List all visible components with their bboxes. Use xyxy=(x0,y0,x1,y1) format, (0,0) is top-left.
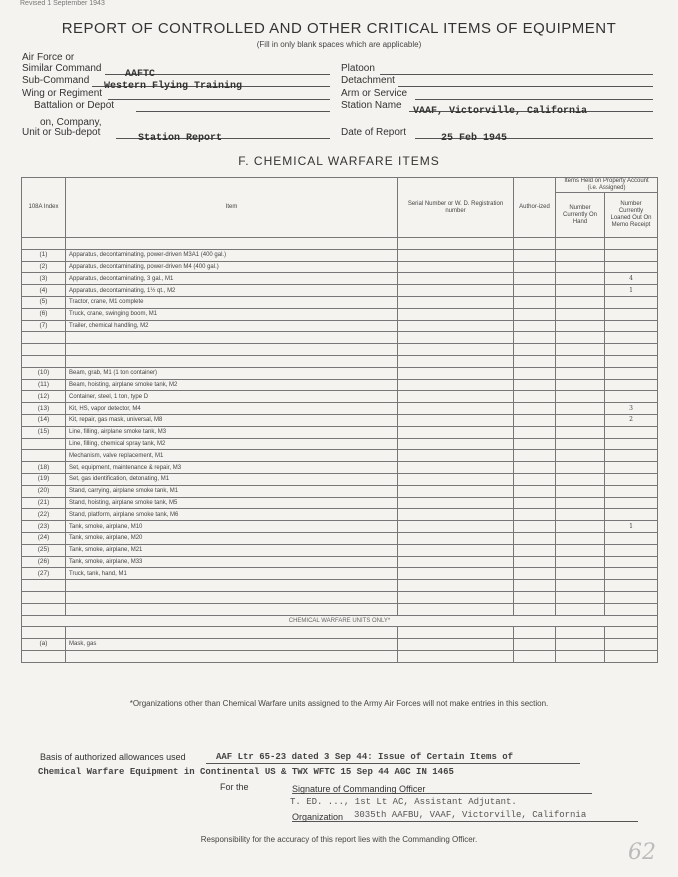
table-row xyxy=(22,320,658,332)
cell-item[interactable] xyxy=(66,332,398,344)
cell-item[interactable]: Tank, smoke, airplane, M21 xyxy=(66,544,398,556)
cell-onhand[interactable] xyxy=(556,485,605,497)
cell-serial[interactable] xyxy=(398,603,514,615)
cell-loaned[interactable] xyxy=(605,367,658,379)
cell-item[interactable]: Mask, gas xyxy=(66,639,398,651)
cell-onhand[interactable] xyxy=(556,285,605,297)
cell-idx[interactable]: (6) xyxy=(22,308,66,320)
cell-idx[interactable]: (18) xyxy=(22,462,66,474)
table-row xyxy=(22,450,658,462)
section-title: F. CHEMICAL WARFARE ITEMS xyxy=(238,154,440,168)
cell-auth[interactable] xyxy=(514,521,556,533)
cell-onhand[interactable] xyxy=(556,391,605,403)
cell-serial[interactable] xyxy=(398,509,514,521)
cell-idx[interactable] xyxy=(22,627,66,639)
for-the-text: For the xyxy=(220,782,249,792)
cell-idx[interactable]: (1) xyxy=(22,249,66,261)
cell-loaned[interactable] xyxy=(605,344,658,356)
cell-idx[interactable]: (24) xyxy=(22,532,66,544)
cell-loaned[interactable] xyxy=(605,438,658,450)
table-row xyxy=(22,521,658,533)
platoon-label: Platoon xyxy=(341,63,375,74)
cell-loaned[interactable] xyxy=(605,497,658,509)
cell-item[interactable]: Apparatus, decontaminating, 1½ qt., M2 xyxy=(66,285,398,297)
cell-auth[interactable] xyxy=(514,627,556,639)
cell-auth[interactable] xyxy=(514,414,556,426)
table-row xyxy=(22,414,658,426)
cell-idx[interactable]: (a) xyxy=(22,639,66,651)
cell-onhand[interactable] xyxy=(556,367,605,379)
cell-auth[interactable] xyxy=(514,285,556,297)
header-item: Item xyxy=(66,178,398,238)
cell-onhand[interactable] xyxy=(556,438,605,450)
table-row xyxy=(22,603,658,615)
cell-idx[interactable] xyxy=(22,238,66,250)
cell-serial[interactable] xyxy=(398,521,514,533)
cell-auth[interactable] xyxy=(514,403,556,415)
header-authorized: Author-ized xyxy=(514,178,556,238)
cell-idx[interactable]: (2) xyxy=(22,261,66,273)
cell-loaned[interactable] xyxy=(605,556,658,568)
table-row xyxy=(22,544,658,556)
cell-loaned[interactable] xyxy=(605,249,658,261)
cell-loaned[interactable] xyxy=(605,568,658,580)
cell-auth[interactable] xyxy=(514,379,556,391)
table-row xyxy=(22,379,658,391)
cell-loaned[interactable] xyxy=(605,426,658,438)
table-row xyxy=(22,238,658,250)
cell-item[interactable] xyxy=(66,591,398,603)
table-row xyxy=(22,296,658,308)
date-field[interactable] xyxy=(415,127,653,144)
table-row xyxy=(22,308,658,320)
cell-auth[interactable] xyxy=(514,568,556,580)
cell-item[interactable] xyxy=(66,344,398,356)
cell-onhand[interactable] xyxy=(556,261,605,273)
page-title: REPORT OF CONTROLLED AND OTHER CRITICAL ITEMS OF EQUIPMENT xyxy=(61,20,617,37)
cell-onhand[interactable] xyxy=(556,509,605,521)
table-row xyxy=(22,639,658,651)
cell-serial[interactable] xyxy=(398,379,514,391)
cell-idx[interactable] xyxy=(22,344,66,356)
cell-auth[interactable] xyxy=(514,391,556,403)
cell-onhand[interactable] xyxy=(556,473,605,485)
cell-auth[interactable] xyxy=(514,532,556,544)
cell-auth[interactable] xyxy=(514,603,556,615)
table-row xyxy=(22,249,658,261)
cell-item[interactable]: Set, gas identification, detonating, M1 xyxy=(66,473,398,485)
cell-auth[interactable] xyxy=(514,462,556,474)
cell-item[interactable]: Tank, smoke, airplane, M10 xyxy=(66,521,398,533)
cell-onhand[interactable] xyxy=(556,627,605,639)
cell-serial[interactable] xyxy=(398,332,514,344)
table-row xyxy=(22,273,658,285)
cell-loaned[interactable] xyxy=(605,544,658,556)
cell-onhand[interactable] xyxy=(556,650,605,662)
cell-onhand[interactable] xyxy=(556,332,605,344)
cell-onhand[interactable] xyxy=(556,532,605,544)
cell-item[interactable]: Stand, platform, airplane smoke tank, M6 xyxy=(66,509,398,521)
company-label: on, Company, xyxy=(40,117,102,128)
cell-item[interactable]: Beam, hoisting, airplane smoke tank, M2 xyxy=(66,379,398,391)
cell-item[interactable]: Stand, hoisting, airplane smoke tank, M5 xyxy=(66,497,398,509)
table-row xyxy=(22,627,658,639)
cell-item[interactable]: Kit, HS, vapor detector, M4 xyxy=(66,403,398,415)
table-row xyxy=(22,568,658,580)
cell-item[interactable]: Container, steel, 1 ton, type D xyxy=(66,391,398,403)
cell-loaned[interactable] xyxy=(605,639,658,651)
cell-item[interactable]: Beam, grab, M1 (1 ton container) xyxy=(66,367,398,379)
organization-label: Organization xyxy=(292,812,344,822)
cell-onhand[interactable] xyxy=(556,320,605,332)
cell-serial[interactable] xyxy=(398,462,514,474)
detachment-label: Detachment xyxy=(341,75,395,86)
cell-loaned[interactable]: 4 xyxy=(605,273,658,285)
cell-serial[interactable] xyxy=(398,285,514,297)
cell-serial[interactable] xyxy=(398,627,514,639)
cell-loaned[interactable]: 3 xyxy=(605,403,658,415)
platoon-field[interactable] xyxy=(380,63,653,75)
cell-idx[interactable]: (10) xyxy=(22,367,66,379)
cell-auth[interactable] xyxy=(514,238,556,250)
cell-item[interactable]: Apparatus, decontaminating, power-driven M3A1 (400 gal.) xyxy=(66,249,398,261)
cell-auth[interactable] xyxy=(514,273,556,285)
cell-serial[interactable] xyxy=(398,261,514,273)
table-row xyxy=(22,556,658,568)
cell-serial[interactable] xyxy=(398,238,514,250)
cell-loaned[interactable] xyxy=(605,450,658,462)
cell-serial[interactable] xyxy=(398,308,514,320)
table-row xyxy=(22,509,658,521)
similar-command-value: AAFTC xyxy=(125,69,156,80)
table-row xyxy=(22,261,658,273)
date-value: 25 Feb 1945 xyxy=(441,133,508,144)
similar-command-field[interactable] xyxy=(105,63,330,80)
cell-idx[interactable]: (4) xyxy=(22,285,66,297)
cell-idx[interactable] xyxy=(22,332,66,344)
cell-auth[interactable] xyxy=(514,249,556,261)
signature-label: Signature of Commanding Officer xyxy=(292,784,426,794)
cell-idx[interactable] xyxy=(22,450,66,462)
table-row xyxy=(22,426,658,438)
table-row xyxy=(22,391,658,403)
cell-onhand[interactable] xyxy=(556,580,605,592)
basis-value-line1: AAF Ltr 65-23 dated 3 Sep 44: Issue of Certain Items of xyxy=(216,752,514,762)
cell-onhand[interactable] xyxy=(556,556,605,568)
officer-line: T. ED. ..., 1st Lt AC, Assistant Adjutant. xyxy=(290,797,517,807)
cw-units-label: CHEMICAL WARFARE UNITS ONLY* xyxy=(22,615,658,627)
cell-item[interactable]: Kit, repair, gas mask, universal, M8 xyxy=(66,414,398,426)
cell-item[interactable]: Apparatus, decontaminating, power-driven M4 (400 gal.) xyxy=(66,261,398,273)
cell-onhand[interactable] xyxy=(556,603,605,615)
cell-auth[interactable] xyxy=(514,544,556,556)
cell-auth[interactable] xyxy=(514,650,556,662)
wing-label: Wing or Regiment xyxy=(22,88,103,99)
cell-auth[interactable] xyxy=(514,332,556,344)
cell-serial[interactable] xyxy=(398,273,514,285)
table-row xyxy=(22,367,658,379)
cell-serial[interactable] xyxy=(398,414,514,426)
cell-onhand[interactable] xyxy=(556,403,605,415)
date-label: Date of Report xyxy=(341,127,407,138)
cell-serial[interactable] xyxy=(398,556,514,568)
cell-item[interactable]: Tractor, crane, M1 complete xyxy=(66,296,398,308)
cell-idx[interactable]: (27) xyxy=(22,568,66,580)
cell-auth[interactable] xyxy=(514,261,556,273)
battalion-label: Battalion or Depot xyxy=(34,100,115,111)
cell-auth[interactable] xyxy=(514,367,556,379)
cell-loaned[interactable] xyxy=(605,462,658,474)
cell-auth[interactable] xyxy=(514,591,556,603)
cell-auth[interactable] xyxy=(514,473,556,485)
cell-loaned[interactable]: 1 xyxy=(605,521,658,533)
header-loaned: Number Currently Loaned Out On Memo Receipt xyxy=(605,193,658,238)
cell-idx[interactable] xyxy=(22,580,66,592)
cell-auth[interactable] xyxy=(514,308,556,320)
table-row xyxy=(22,532,658,544)
cell-serial[interactable] xyxy=(398,650,514,662)
header-index: 108A Index xyxy=(22,178,66,238)
table-row xyxy=(22,355,658,367)
cell-serial[interactable] xyxy=(398,544,514,556)
cell-loaned[interactable] xyxy=(605,591,658,603)
cell-idx[interactable] xyxy=(22,591,66,603)
cell-loaned[interactable] xyxy=(605,580,658,592)
sub-command-value: Western Flying Training xyxy=(104,81,243,92)
detachment-field[interactable] xyxy=(398,75,653,87)
cell-loaned[interactable] xyxy=(605,355,658,367)
sub-command-field[interactable] xyxy=(92,75,330,92)
table-row xyxy=(22,591,658,603)
cell-idx[interactable]: (22) xyxy=(22,509,66,521)
cell-idx[interactable]: (15) xyxy=(22,426,66,438)
cell-loaned[interactable] xyxy=(605,391,658,403)
cell-onhand[interactable] xyxy=(556,344,605,356)
cell-serial[interactable] xyxy=(398,320,514,332)
cell-loaned[interactable]: 1 xyxy=(605,285,658,297)
unit-value: Station Report xyxy=(138,133,223,144)
cell-idx[interactable]: (7) xyxy=(22,320,66,332)
cell-serial[interactable] xyxy=(398,450,514,462)
cell-idx[interactable] xyxy=(22,438,66,450)
cell-serial[interactable] xyxy=(398,485,514,497)
page-subtitle: (Fill in only blank spaces which are applicable) xyxy=(256,40,422,49)
cell-serial[interactable] xyxy=(398,344,514,356)
header-on-hand: Number Currently On Hand xyxy=(556,193,605,238)
header-held-group: Items Held on Property Account (i.e. Assigned) xyxy=(556,178,658,193)
cell-item[interactable] xyxy=(66,238,398,250)
cell-loaned[interactable] xyxy=(605,238,658,250)
table-row xyxy=(22,332,658,344)
unit-label: Unit or Sub-depot xyxy=(22,127,101,138)
cell-serial[interactable] xyxy=(398,391,514,403)
cell-loaned[interactable] xyxy=(605,532,658,544)
cell-auth[interactable] xyxy=(514,438,556,450)
cell-loaned[interactable] xyxy=(605,473,658,485)
cell-idx[interactable]: (25) xyxy=(22,544,66,556)
cell-item[interactable]: Mechanism, valve replacement, M1 xyxy=(66,450,398,462)
battalion-field[interactable] xyxy=(136,100,330,112)
cell-item[interactable] xyxy=(66,603,398,615)
cell-idx[interactable] xyxy=(22,355,66,367)
cell-item[interactable]: Truck, tank, hand, M1 xyxy=(66,568,398,580)
cell-serial[interactable] xyxy=(398,580,514,592)
cell-auth[interactable] xyxy=(514,580,556,592)
cell-auth[interactable] xyxy=(514,639,556,651)
cell-onhand[interactable] xyxy=(556,591,605,603)
cell-serial[interactable] xyxy=(398,367,514,379)
station-name-field[interactable] xyxy=(409,100,653,117)
cell-idx[interactable]: (3) xyxy=(22,273,66,285)
cell-loaned[interactable] xyxy=(605,308,658,320)
table-row xyxy=(22,485,658,497)
arm-service-label: Arm or Service xyxy=(341,88,408,99)
responsibility-note: Responsibility for the accuracy of this report lies with the Commanding Officer. xyxy=(200,835,478,844)
similar-command-label: Similar Command xyxy=(22,63,102,74)
cell-idx[interactable]: (21) xyxy=(22,497,66,509)
organization-value: 3035th AAFBU, VAAF, Victorville, California xyxy=(354,810,587,820)
cell-idx[interactable] xyxy=(22,603,66,615)
table-row xyxy=(22,473,658,485)
cell-idx[interactable]: (20) xyxy=(22,485,66,497)
cell-onhand[interactable] xyxy=(556,462,605,474)
cell-serial[interactable] xyxy=(398,403,514,415)
basis-label: Basis of authorized allowances used xyxy=(40,752,186,762)
cell-auth[interactable] xyxy=(514,485,556,497)
cell-serial[interactable] xyxy=(398,426,514,438)
sub-command-label: Sub-Command xyxy=(22,75,90,86)
cell-loaned[interactable] xyxy=(605,509,658,521)
cell-loaned[interactable]: 2 xyxy=(605,414,658,426)
station-name-value: VAAF, Victorville, California xyxy=(413,106,588,117)
cell-auth[interactable] xyxy=(514,320,556,332)
cell-idx[interactable]: (19) xyxy=(22,473,66,485)
cell-loaned[interactable] xyxy=(605,296,658,308)
cell-item[interactable] xyxy=(66,355,398,367)
cw-units-row xyxy=(22,615,658,627)
cell-item[interactable]: Line, filling, chemical spray tank, M2 xyxy=(66,438,398,450)
cell-serial[interactable] xyxy=(398,438,514,450)
cell-loaned[interactable] xyxy=(605,627,658,639)
cell-item[interactable]: Apparatus, decontaminating, 3 gal., M1 xyxy=(66,273,398,285)
cell-serial[interactable] xyxy=(398,568,514,580)
cell-idx[interactable]: (14) xyxy=(22,414,66,426)
cell-item[interactable]: Tank, smoke, airplane, M20 xyxy=(66,532,398,544)
cell-item[interactable] xyxy=(66,650,398,662)
cell-onhand[interactable] xyxy=(556,308,605,320)
cell-auth[interactable] xyxy=(514,296,556,308)
cell-auth[interactable] xyxy=(514,355,556,367)
cell-idx[interactable] xyxy=(22,650,66,662)
cell-auth[interactable] xyxy=(514,556,556,568)
cell-onhand[interactable] xyxy=(556,249,605,261)
cell-idx[interactable]: (26) xyxy=(22,556,66,568)
cell-onhand[interactable] xyxy=(556,355,605,367)
unit-field[interactable] xyxy=(116,127,330,144)
cell-serial[interactable] xyxy=(398,639,514,651)
cell-onhand[interactable] xyxy=(556,426,605,438)
cell-item[interactable]: Stand, carrying, airplane smoke tank, M1 xyxy=(66,485,398,497)
cell-item[interactable] xyxy=(66,580,398,592)
cell-auth[interactable] xyxy=(514,509,556,521)
cell-onhand[interactable] xyxy=(556,497,605,509)
cell-serial[interactable] xyxy=(398,532,514,544)
cell-auth[interactable] xyxy=(514,344,556,356)
cell-auth[interactable] xyxy=(514,497,556,509)
cell-idx[interactable]: (13) xyxy=(22,403,66,415)
station-name-label: Station Name xyxy=(341,100,402,111)
cell-onhand[interactable] xyxy=(556,414,605,426)
cell-auth[interactable] xyxy=(514,450,556,462)
cell-onhand[interactable] xyxy=(556,544,605,556)
table-row xyxy=(22,580,658,592)
cell-idx[interactable]: (11) xyxy=(22,379,66,391)
cell-onhand[interactable] xyxy=(556,273,605,285)
wing-field[interactable] xyxy=(108,88,330,100)
cell-onhand[interactable] xyxy=(556,521,605,533)
table-row xyxy=(22,285,658,297)
table-row xyxy=(22,344,658,356)
table-row xyxy=(22,403,658,415)
table-row xyxy=(22,650,658,662)
cell-loaned[interactable] xyxy=(605,603,658,615)
cell-idx[interactable]: (23) xyxy=(22,521,66,533)
cell-item[interactable]: Line, filling, airplane smoke tank, M3 xyxy=(66,426,398,438)
cell-serial[interactable] xyxy=(398,296,514,308)
cell-item[interactable] xyxy=(66,627,398,639)
cell-onhand[interactable] xyxy=(556,238,605,250)
cell-idx[interactable]: (5) xyxy=(22,296,66,308)
air-force-label: Air Force or xyxy=(22,52,75,63)
equipment-table xyxy=(21,177,658,663)
cell-idx[interactable]: (12) xyxy=(22,391,66,403)
cell-serial[interactable] xyxy=(398,355,514,367)
cell-loaned[interactable] xyxy=(605,485,658,497)
page-number: 62 xyxy=(628,840,656,865)
cell-item[interactable]: Set, equipment, maintenance & repair, M3 xyxy=(66,462,398,474)
cell-onhand[interactable] xyxy=(556,379,605,391)
cell-auth[interactable] xyxy=(514,426,556,438)
cell-item[interactable]: Trailer, chemical handling, M2 xyxy=(66,320,398,332)
cell-serial[interactable] xyxy=(398,497,514,509)
footnote: *Organizations other than Chemical Warfare units assigned to the Army Air Forces will not make entries in this section. xyxy=(129,699,549,708)
table-row xyxy=(22,497,658,509)
cell-onhand[interactable] xyxy=(556,568,605,580)
cell-loaned[interactable] xyxy=(605,332,658,344)
cell-onhand[interactable] xyxy=(556,450,605,462)
revised-note: Revised 1 September 1943 xyxy=(20,0,105,7)
cell-onhand[interactable] xyxy=(556,296,605,308)
cell-item[interactable]: Truck, crane, swinging boom, M1 xyxy=(66,308,398,320)
table-row xyxy=(22,462,658,474)
cell-loaned[interactable] xyxy=(605,261,658,273)
cell-loaned[interactable] xyxy=(605,320,658,332)
arm-service-field[interactable] xyxy=(415,88,653,100)
cell-serial[interactable] xyxy=(398,249,514,261)
cell-onhand[interactable] xyxy=(556,639,605,651)
cell-serial[interactable] xyxy=(398,473,514,485)
table-row xyxy=(22,438,658,450)
header-serial: Serial Number or W. D. Registration number xyxy=(398,178,514,238)
cell-loaned[interactable] xyxy=(605,650,658,662)
basis-value-line2: Chemical Warfare Equipment in Continental US & TWX WFTC 15 Sep 44 AGC IN 1465 xyxy=(38,767,454,777)
cell-serial[interactable] xyxy=(398,591,514,603)
cell-item[interactable]: Tank, smoke, airplane, M33 xyxy=(66,556,398,568)
cell-loaned[interactable] xyxy=(605,379,658,391)
